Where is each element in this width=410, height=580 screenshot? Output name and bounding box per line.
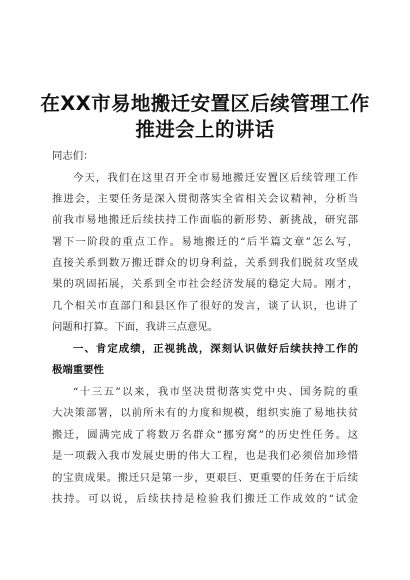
section-heading-1 [52,339,358,382]
paragraph-line: 搬迁，圆满完成了将数万名群众“挪穷窝”的历史性任务。这 [52,428,358,441]
heading-line: 极端重要性 [52,364,104,377]
paragraph-line: 署下一阶段的重点工作。易地搬迁的“后半篇文章”怎么写， [52,235,358,248]
paragraph-line: 果的巩固拓展，关系到全市社会经济发展的稳定大局。刚才， [52,278,358,291]
paragraph-achievements [52,382,358,510]
paragraph-line: 直接关系到数万搬迁群众的切身利益，关系到我们脱贫攻坚成 [52,257,358,270]
paragraph-line: 大决策部署，以前所未有的力度和规模，组织实施了易地扶贫 [52,407,358,420]
paragraph-line: 扶持。可以说，后续扶持是检验我们搬迁工作成效的“试金 [52,492,358,505]
salutation-block [52,146,358,167]
paragraph-line: 是一项载入我市发展史册的伟大工程，也是我们必须倍加珍惜 [52,450,358,463]
document-title-line-2: 推进会上的讲话 [135,118,275,141]
paragraph-line: 前我市易地搬迁后续扶持工作面临的新形势、新挑战，研究部 [52,214,358,227]
paragraph-line: 推进会，主要任务是深入贯彻落实全省相关会议精神，分析当 [52,192,358,205]
salutation: 同志们： [52,150,94,162]
paragraph-intro [52,168,358,339]
paragraph-line: 的宝贵成果。搬迁只是第一步，更艰巨、更重要的任务在于后续 [52,471,358,484]
paragraph-line: 问题和打算。下面，我讲三点意见。 [52,321,219,334]
paragraph-line: 几个相关市直部门和县区作了很好的发言，谈了认识，也讲了 [52,299,358,312]
paragraph-line: “十三五”以来，我市坚决贯彻落实党中央、国务院的重 [73,386,358,398]
paragraph-line: 今天，我们在这里召开全市易地搬迁安置区后续管理工作 [73,171,358,184]
heading-line: 一、肯定成绩，正视挑战，深刻认识做好后续扶持工作的 [73,343,358,355]
document-title-line-1: 在XX市易地搬迁安置区后续管理工作 [40,92,370,115]
